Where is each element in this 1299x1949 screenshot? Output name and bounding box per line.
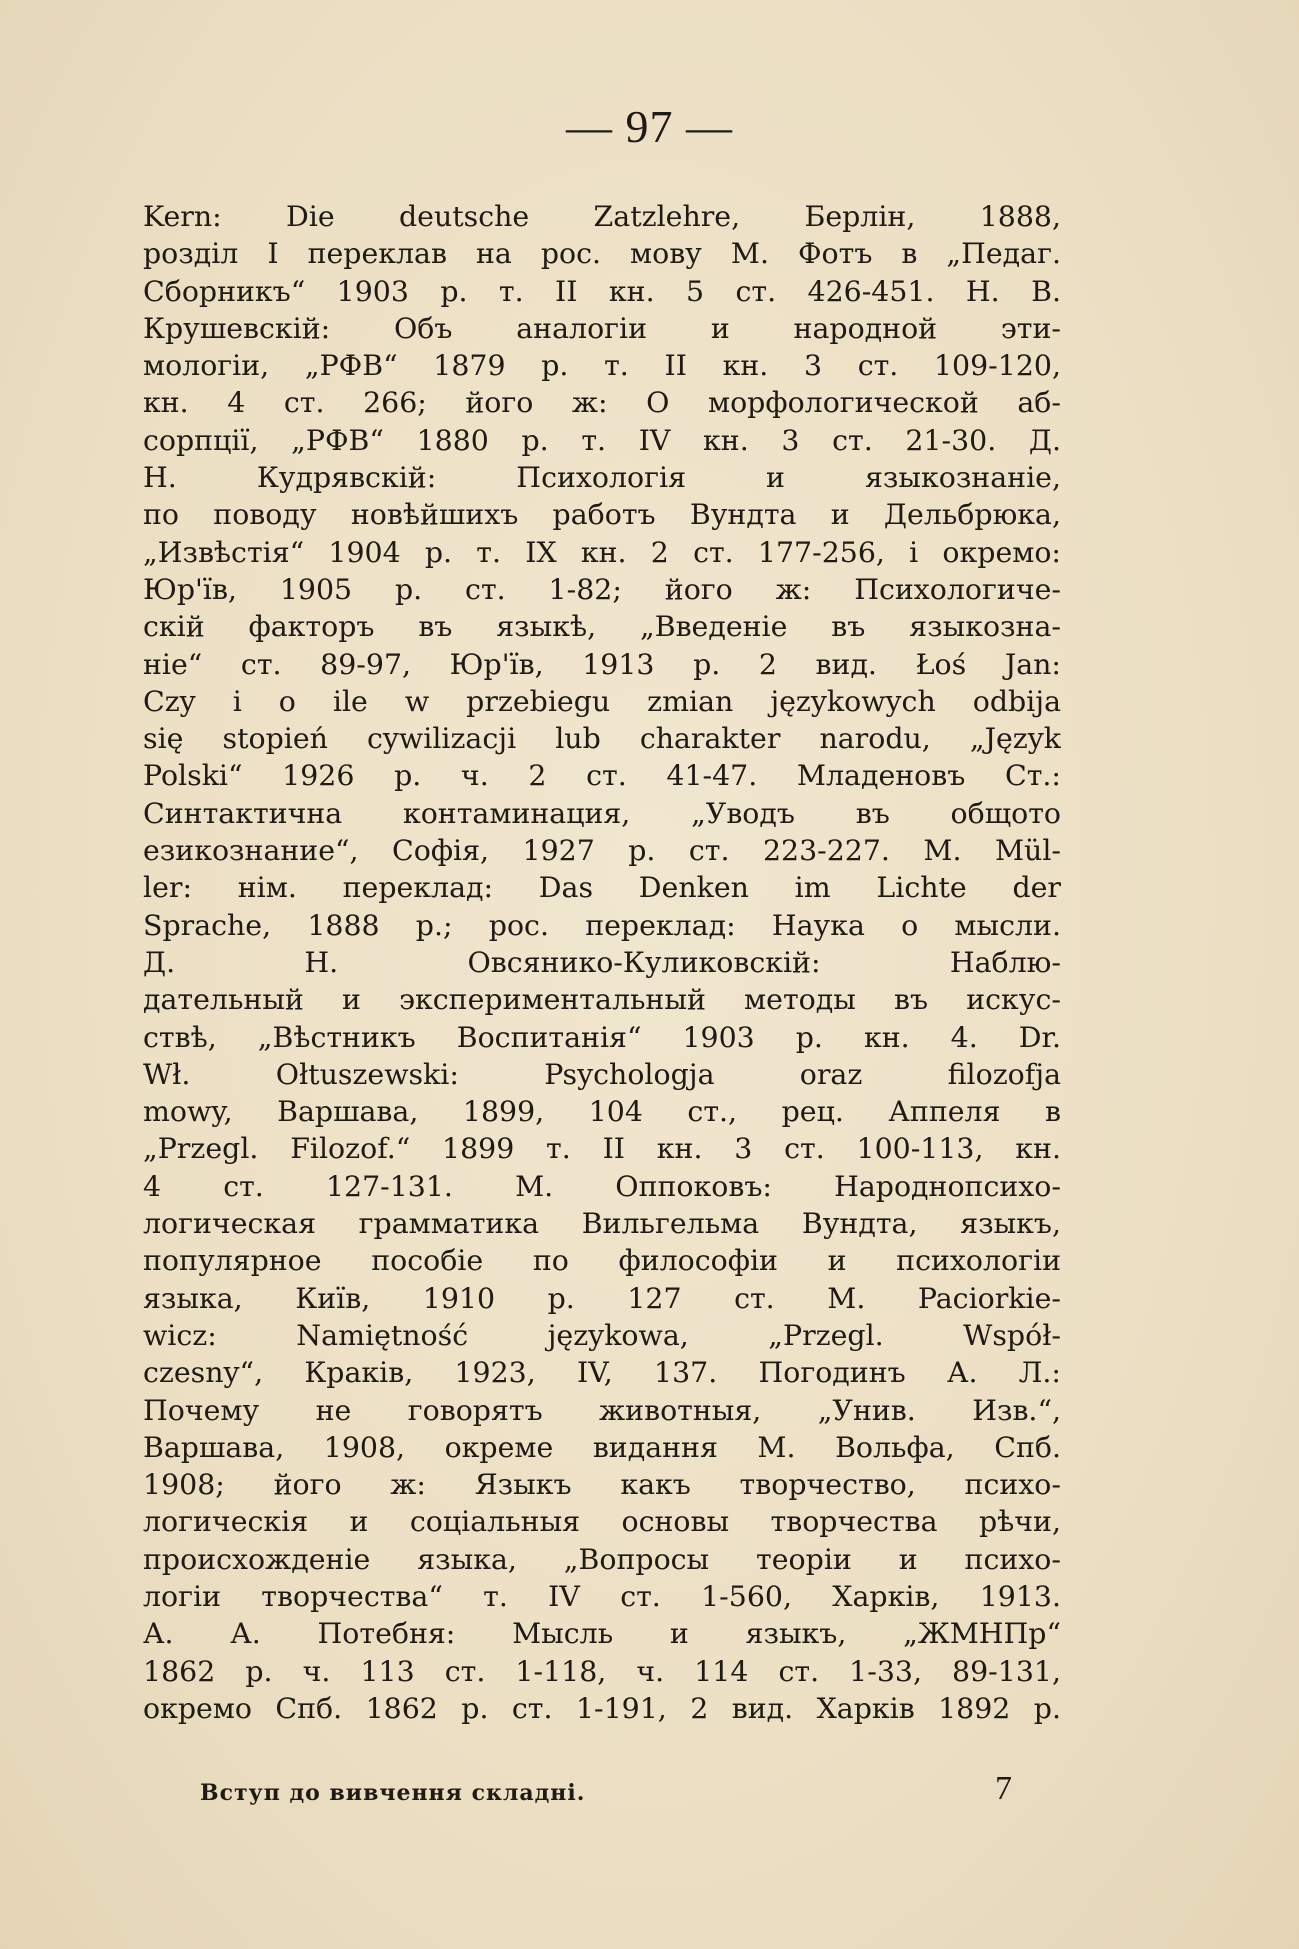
text-line: окремо Спб. 1862 р. ст. 1-191, 2 вид. Харків 1892 р. [143, 1691, 1061, 1725]
text-line: логіи творчества“ т. IV ст. 1-560, Харків, 1913. [143, 1579, 1061, 1613]
text-line: Синтактична контаминация, „Уводъ въ общото [143, 796, 1061, 830]
text-line: mowy, Варшава, 1899, 104 ст., рец. Аппеля в [143, 1095, 1061, 1129]
text-line: czesny“, Краків, 1923, IV, 137. Погодинъ А. Л.: [143, 1356, 1061, 1390]
text-line: wicz: Namiętność językowa, „Przegl. Współ- [143, 1318, 1061, 1352]
text-line: логическая грамматика Вильгельма Вундта, языкъ, [143, 1207, 1061, 1241]
text-line: 1862 р. ч. 113 ст. 1-118, ч. 114 ст. 1-33, 89-131, [143, 1654, 1061, 1688]
page-number: — 97 — [566, 101, 733, 152]
text-line: Czy i o ile w przebiegu zmian językowych odbija [143, 684, 1061, 718]
text-line: мологіи, „РФВ“ 1879 р. т. II кн. 3 ст. 109-120, [143, 349, 1061, 383]
text-line: Д. Н. Овсянико-Куликовскій: Наблю- [143, 945, 1061, 979]
text-line: Сборникъ“ 1903 р. т. II кн. 5 ст. 426-451. Н. В. [143, 274, 1061, 308]
body-text [143, 198, 1061, 1727]
text-line: дательный и экспериментальный методы въ искус- [143, 983, 1061, 1017]
text-line: езикознание“, Софія, 1927 р. ст. 223-227. M. Mül- [143, 834, 1061, 868]
text-line: скій факторъ въ языкѣ, „Введеніе въ языкозна- [143, 610, 1061, 644]
text-line: ler: нім. переклад: Das Denken im Lichte der [143, 871, 1061, 905]
text-line: Wł. Ołtuszewski: Psychologja oraz filozofja [143, 1057, 1061, 1091]
text-line: ствѣ, „Вѣстникъ Воспитанія“ 1903 р. кн. 4. Dr. [143, 1020, 1061, 1054]
signature-mark: 7 [995, 1770, 1012, 1807]
text-line: „Извѣстія“ 1904 р. т. IX кн. 2 ст. 177-256, і окремо: [143, 535, 1061, 569]
text-line: Н. Кудрявскій: Психологія и языкознаніе, [143, 461, 1061, 495]
text-line: Sprache, 1888 р.; рос. переклад: Наука о мысли. [143, 908, 1061, 942]
text-line: сорпції, „РФВ“ 1880 р. т. IV кн. 3 ст. 21-30. Д. [143, 423, 1061, 457]
text-line: 1908; його ж: Языкъ какъ творчество, психо- [143, 1468, 1061, 1502]
text-line: się stopień cywilizacji lub charakter narodu, „Język [143, 722, 1061, 756]
text-line: Почему не говорятъ животныя, „Унив. Изв.“, [143, 1393, 1061, 1427]
text-line: Юр'їв, 1905 р. ст. 1-82; його ж: Психологиче- [143, 572, 1061, 606]
text-line: кн. 4 ст. 266; його ж: О морфологической аб- [143, 386, 1061, 420]
text-line: по поводу новѣйшихъ работъ Вундта и Дельбрюка, [143, 498, 1061, 532]
text-line: языка, Київ, 1910 р. 127 ст. M. Paciorkie- [143, 1281, 1061, 1315]
text-line: розділ I переклав на рос. мову М. Фотъ в „Педаг. [143, 237, 1061, 271]
text-line: „Przegl. Filozof.“ 1899 т. II кн. 3 ст. 100-113, кн. [143, 1132, 1061, 1166]
text-line: Polski“ 1926 р. ч. 2 ст. 41-47. Младеновъ Ст.: [143, 759, 1061, 793]
text-line: логическія и соціальныя основы творчества рѣчи, [143, 1505, 1061, 1539]
text-line: Kern: Die deutsche Zatzlehre, Берлін, 1888, [143, 200, 1061, 233]
text-line: А. А. Потебня: Мысль и языкъ, „ЖМНПр“ [143, 1617, 1061, 1651]
text-line: Варшава, 1908, окреме видання М. Вольфа, Спб. [143, 1430, 1061, 1464]
footer-title: Вступ до вивчення складні. [200, 1780, 586, 1806]
text-line: 4 ст. 127-131. М. Оппоковъ: Народнопсихо- [143, 1169, 1061, 1203]
text-line: происхожденіе языка, „Вопросы теоріи и психо- [143, 1542, 1061, 1576]
text-line: популярное пособіе по философіи и психологіи [143, 1244, 1061, 1278]
text-line: Крушевскій: Объ аналогіи и народной эти- [143, 311, 1061, 345]
text-line: ніе“ ст. 89-97, Юр'їв, 1913 р. 2 вид. Łoś Jan: [143, 647, 1061, 681]
